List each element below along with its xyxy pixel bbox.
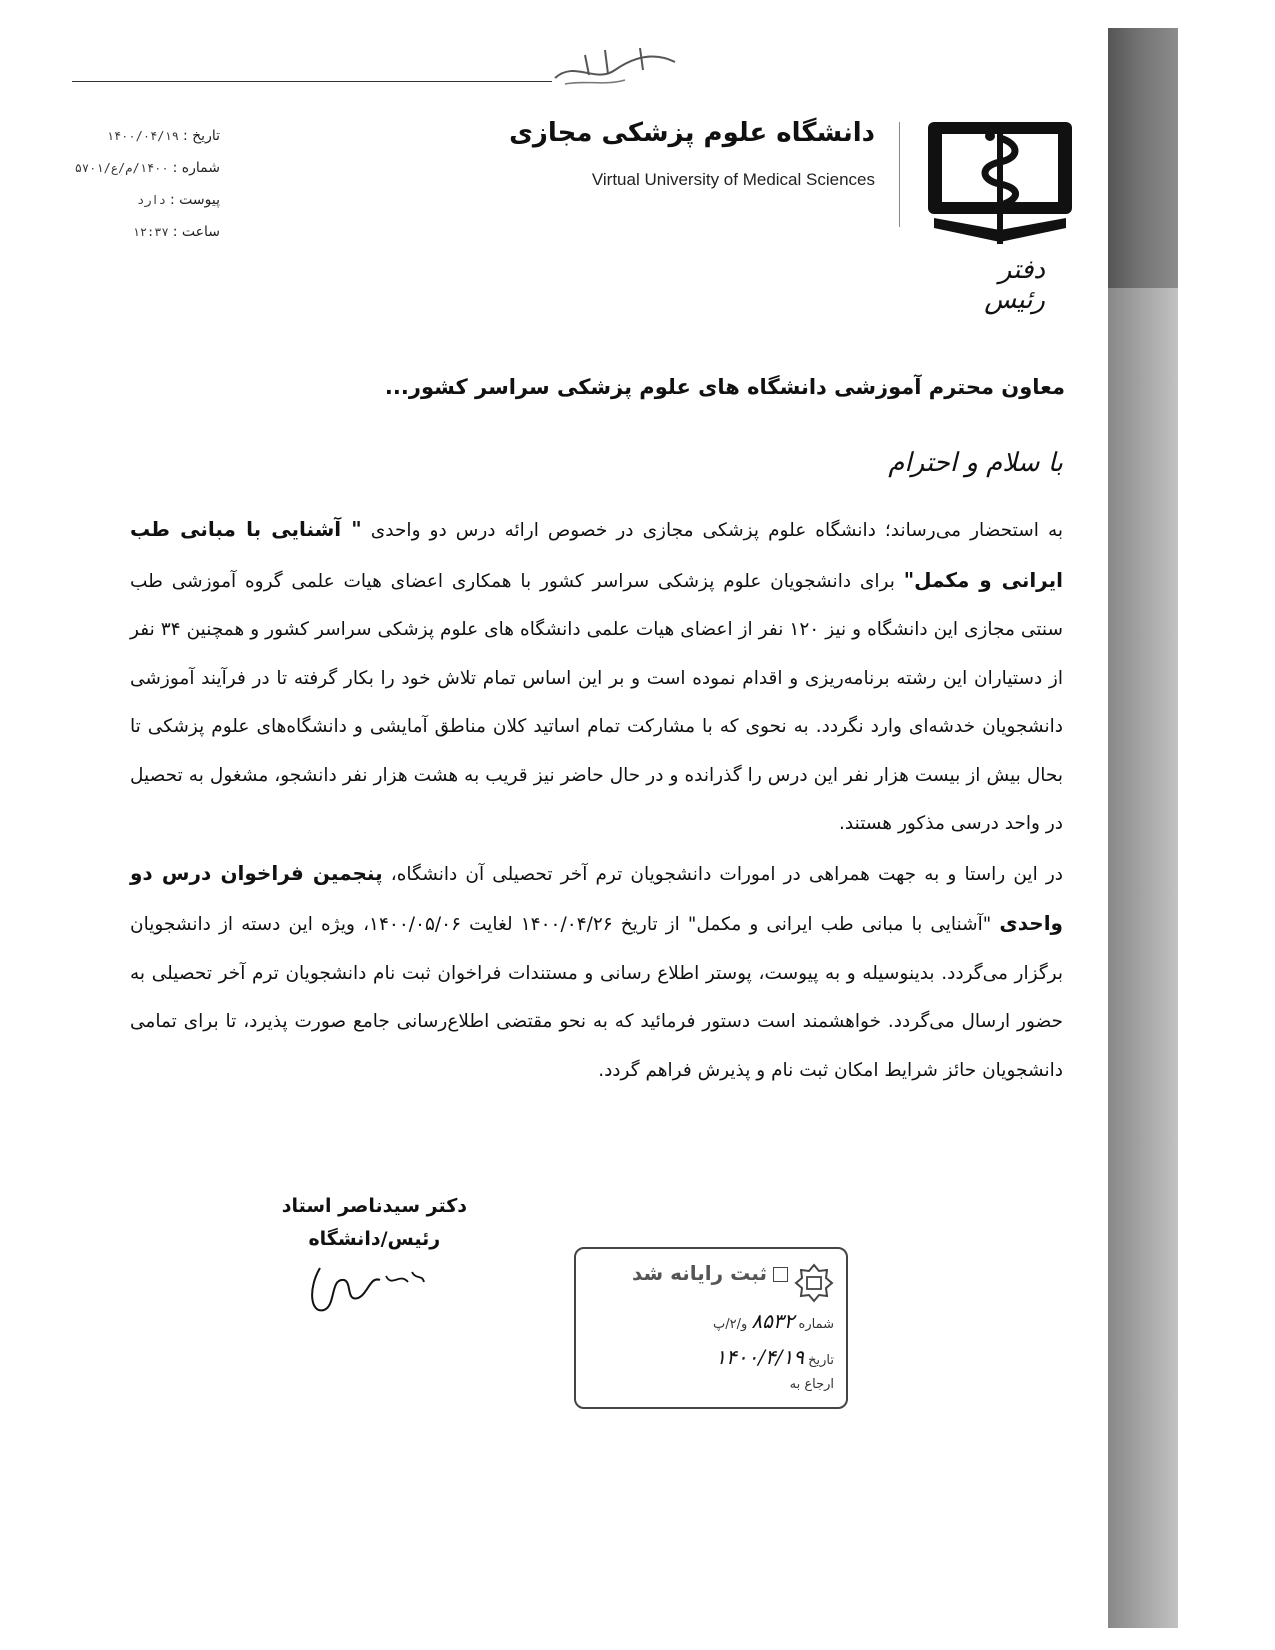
bismillah-calligraphy xyxy=(545,40,685,90)
meta-number-label: شماره : xyxy=(172,160,220,176)
university-name-en: Virtual University of Medical Sciences xyxy=(591,170,875,189)
stamp-number-value: ۸۵۳۲ xyxy=(751,1309,795,1333)
letter-salutation: با سلام و احترام xyxy=(888,448,1063,478)
university-name-fa: دانشگاه علوم پزشکی مجازی xyxy=(509,118,875,148)
header-divider xyxy=(899,122,900,227)
meta-time-label: ساعت : xyxy=(172,224,220,240)
header-rule xyxy=(72,81,552,82)
handwritten-signature xyxy=(300,1258,430,1318)
stamp-title-text: ثبت رایانه شد xyxy=(631,1261,767,1285)
stamp-referral-label: ارجاع به xyxy=(789,1377,834,1392)
p2-body: "آشنایی با مبانی طب ایرانی و مکمل" از تاریخ ۱۴۰۰/۰۴/۲۶ لغایت ۱۴۰۰/۰۵/۰۶، ویژه این دسته از دانشجویان برگزار می‌گردد. بدینوسیله و به پیوست، پوستر اطلاع رسانی و مستندات فراخوان ثبت نام دانشجویان ترم آخر تحصیلی به حضور ارسال می‌گردد. خواهشمند است دستور فرمائید که به نحو مقتضی اطلاع‌رسانی جامع صورت پذیرد، تا برای تمامی دانشجویان حائز شرایط امکان ثبت نام و پذیرش فراهم گردد. xyxy=(130,914,1063,1081)
stamp-date-value: ۱۴۰۰/۴/۱۹ xyxy=(715,1345,804,1369)
body-paragraph-2 xyxy=(130,849,1063,1096)
p1-intro: به استحضار می‌رساند؛ دانشگاه علوم پزشکی مجازی در خصوص ارائه درس دو واحدی xyxy=(370,520,1064,541)
meta-attachment-value: دارد xyxy=(137,193,166,207)
meta-date-value: ۱۴۰۰/۰۴/۱۹ xyxy=(106,129,179,143)
meta-date-label: تاریخ : xyxy=(182,128,220,144)
stamp-date-row xyxy=(715,1345,834,1369)
university-logo-icon xyxy=(920,118,1080,248)
p1-course-title: " آشنایی با مبانی طب ایرانی و مکمل" xyxy=(130,517,1063,592)
scanned-page-edge xyxy=(1108,28,1178,1628)
signer-name: دکتر سیدناصر استاد xyxy=(281,1195,467,1217)
p2-call-title: پنجمین فراخوان درس دو واحدی xyxy=(130,860,1063,935)
signer-title: رئیس/دانشگاه xyxy=(308,1228,441,1250)
p1-body: برای دانشجویان علوم پزشکی سراسر کشور با همکاری اعضای هیات علمی گروه آموزشی طب سنتی مجازی این دانشگاه و نیز ۱۲۰ نفر از اعضای هیات علمی دانشگاه های علوم پزشکی سراسر کشور و همچنین ۳۴ نفر از دستیاران این رشته برنامه‌ریزی و اقدام نموده است و بر این اساس تمام تلاش خود را بکار گرفته تا در فرآیند آموزشی دانشجویان خدشه‌ای وارد نگردد. به نحوی که با مشارکت تمام اساتید کلان مناطق آمایشی و دانشگاه‌های علوم پزشکی تا بحال بیش از بیست هزار نفر این درس را گذرانده و در حال حاضر نیز قریب به هشت هزار نفر دانشجو، مشغول به تحصیل در واحد درسی مذکور هستند. xyxy=(130,570,1063,834)
meta-date xyxy=(50,120,220,152)
checkbox-icon xyxy=(773,1267,788,1282)
stamp-number-suffix: و/۲/پ xyxy=(713,1317,748,1332)
meta-time xyxy=(50,216,220,248)
stamp-date-label: تاریخ xyxy=(808,1353,834,1368)
stamp-title xyxy=(632,1261,788,1285)
letter-meta xyxy=(50,120,220,248)
meta-time-value: ۱۲:۳۷ xyxy=(132,225,169,239)
office-president-signature: دفتر رئیس xyxy=(984,255,1045,315)
stamp-number-label: شماره xyxy=(798,1317,834,1332)
body-paragraph-1 xyxy=(130,505,1063,849)
meta-number-value: ۱۴۰۰/م/ع/۵۷۰۱ xyxy=(74,161,169,175)
letter-body xyxy=(130,505,1063,1095)
meta-attachment-label: پیوست : xyxy=(170,192,220,208)
p2-intro: در این راستا و به جهت همراهی در امورات دانشجویان ترم آخر تحصیلی آن دانشگاه، xyxy=(390,863,1064,885)
meta-number xyxy=(50,152,220,184)
letter-recipient: معاون محترم آموزشی دانشگاه های علوم پزشکی سراسر کشور... xyxy=(384,375,1065,399)
stamp-number-row xyxy=(713,1309,834,1333)
page-edge-shade xyxy=(1108,288,1178,1628)
signer-block xyxy=(282,1190,467,1256)
registration-stamp xyxy=(574,1247,848,1409)
stamp-referral-row xyxy=(790,1377,834,1392)
stamp-emblem-icon xyxy=(794,1263,834,1303)
meta-attachment xyxy=(50,184,220,216)
